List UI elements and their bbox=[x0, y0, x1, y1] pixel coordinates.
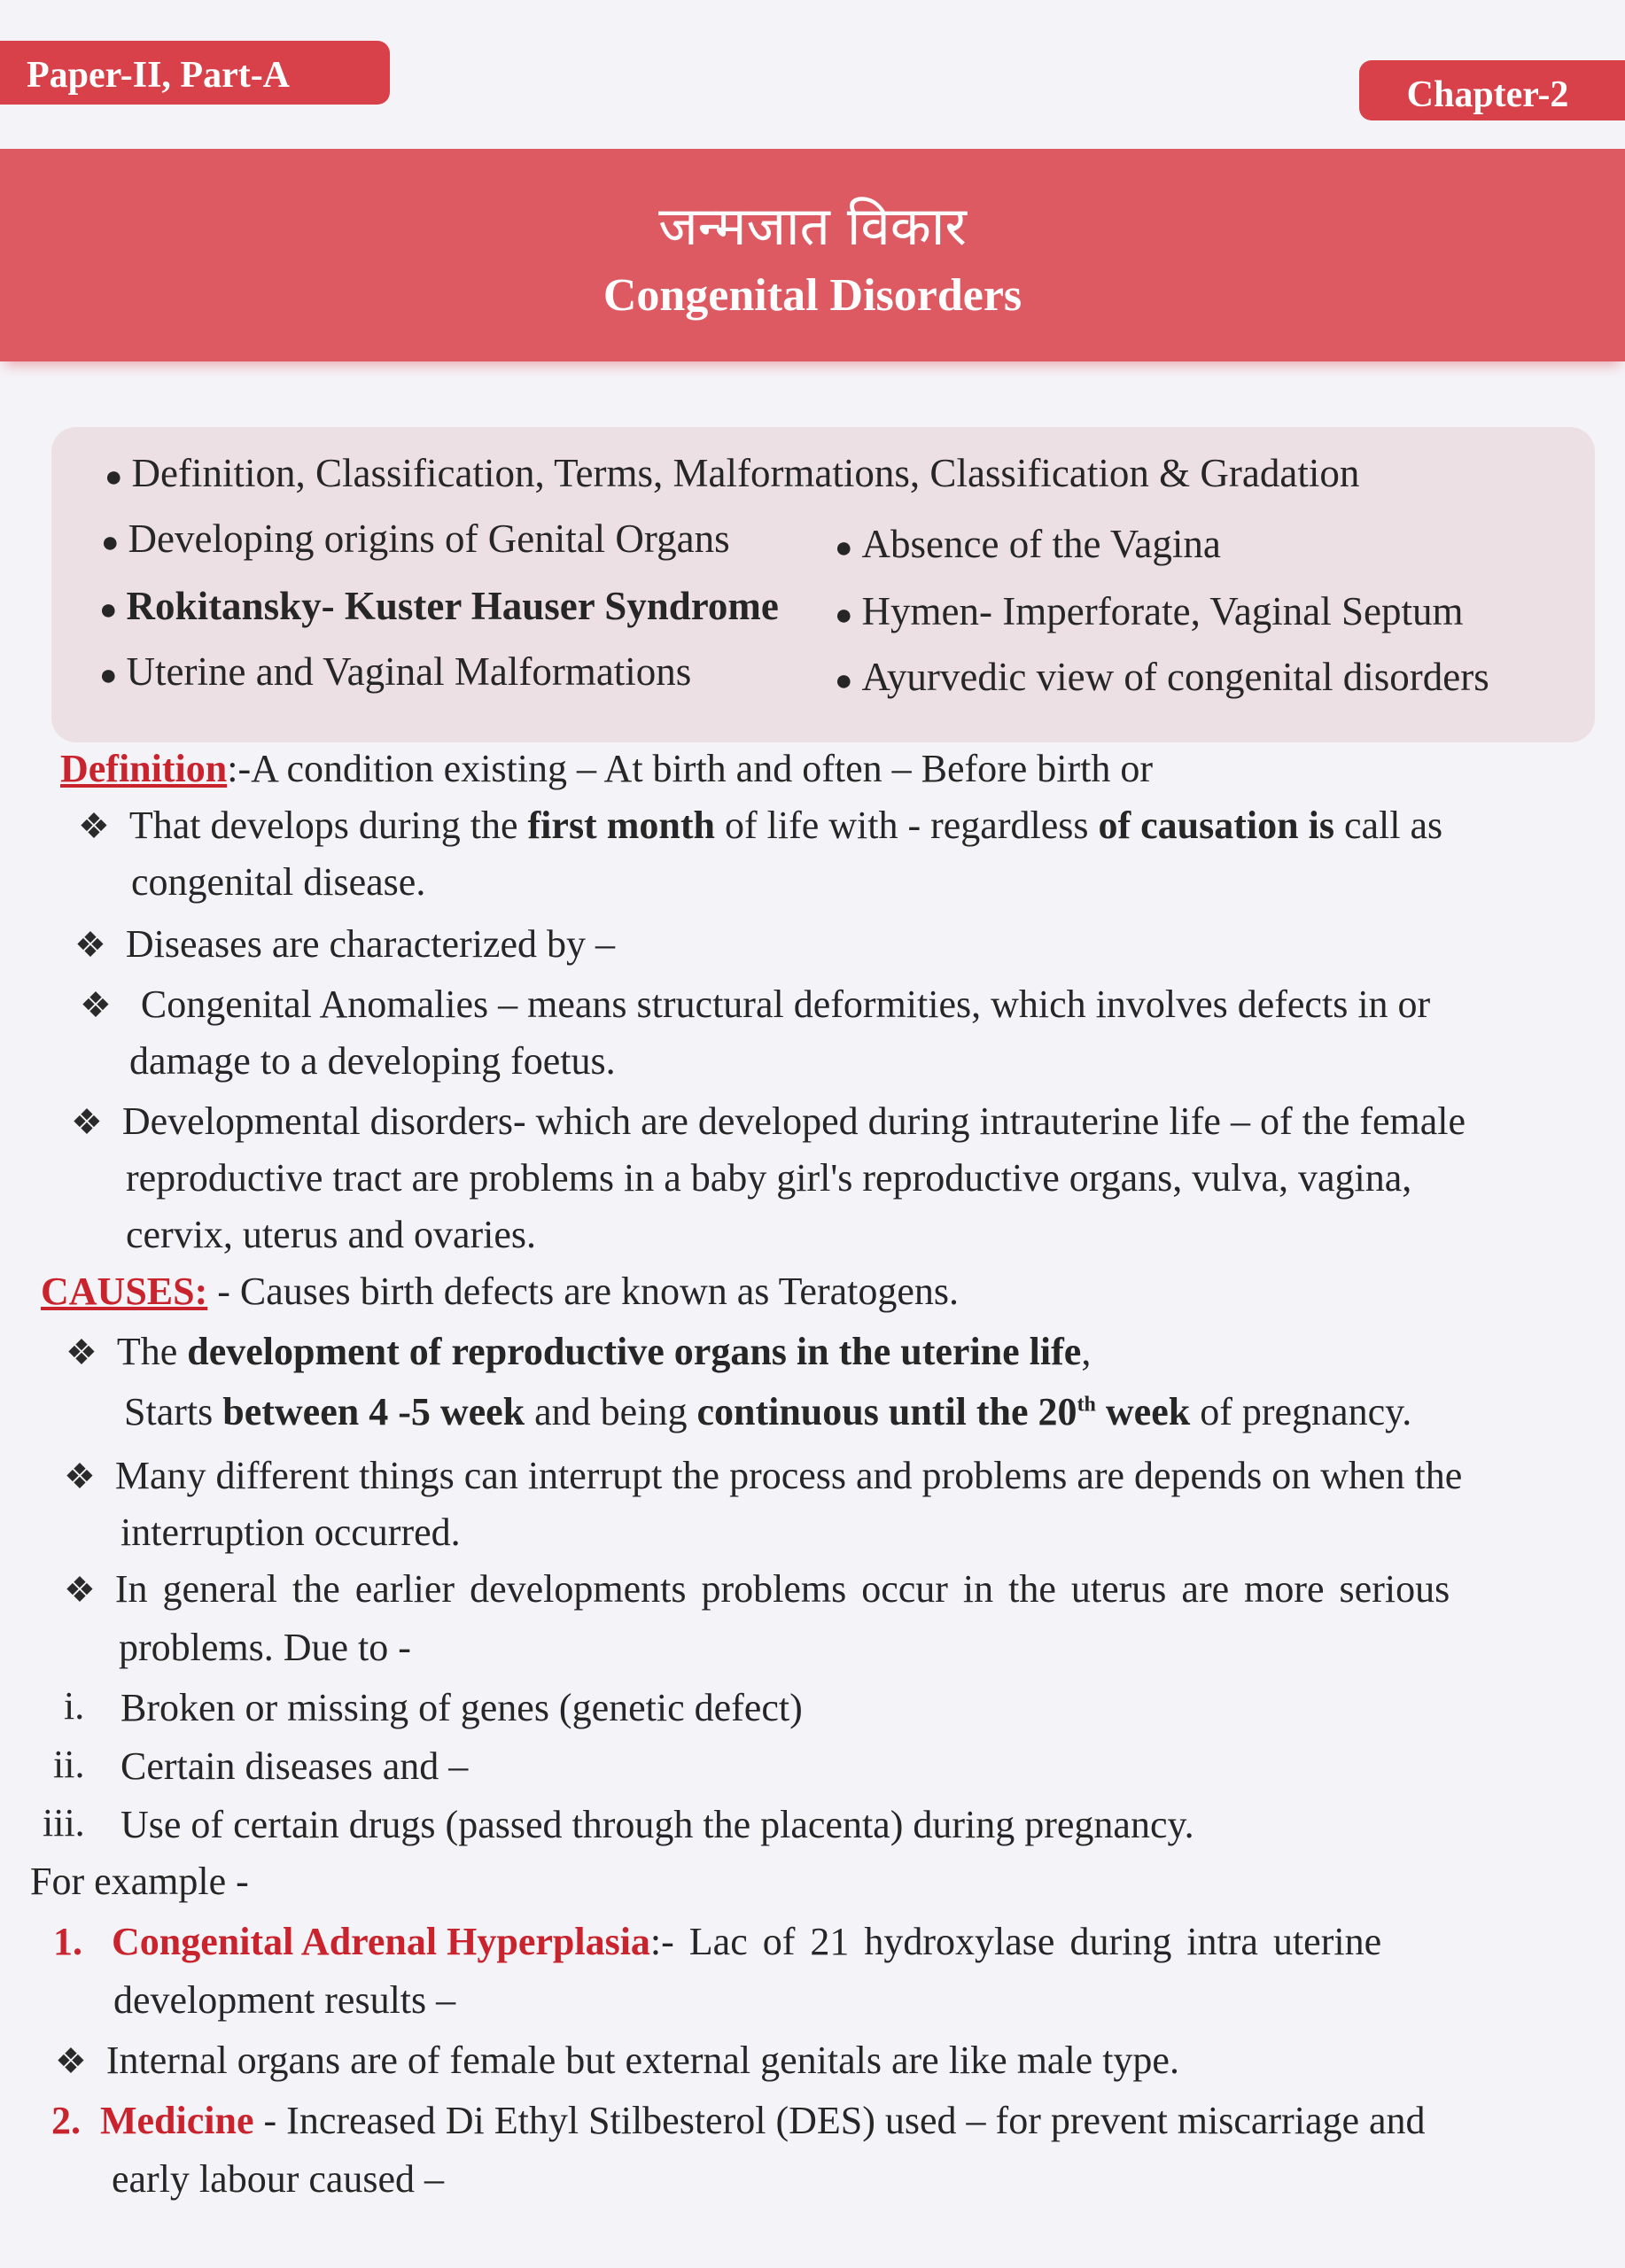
bullet-icon: ● bbox=[835, 532, 853, 564]
topic-text: Rokitansky- Kuster Hauser Syndrome bbox=[126, 584, 779, 628]
title-hindi: जन्मजात विकार bbox=[658, 196, 967, 258]
diamond-icon: ❖ bbox=[74, 925, 106, 965]
definition-line bbox=[60, 746, 1153, 792]
list-item: iii. bbox=[43, 1801, 85, 1845]
causes-label: CAUSES: bbox=[41, 1270, 208, 1313]
diamond-icon: ❖ bbox=[71, 1102, 103, 1142]
topic-row-2-right bbox=[835, 524, 1221, 564]
title-english: Congenital Disorders bbox=[603, 270, 1022, 321]
topic-row-3-right bbox=[835, 589, 1464, 633]
diamond-icon: ❖ bbox=[55, 2041, 87, 2081]
diamond-icon: ❖ bbox=[64, 1570, 96, 1610]
cause-point-3-line2: problems. Due to - bbox=[119, 1626, 411, 1669]
topics-box bbox=[51, 427, 1595, 742]
def-point-1-line2: congenital disease. bbox=[131, 860, 426, 904]
list-item: ii. bbox=[53, 1743, 85, 1786]
def-point-3: ❖ Congenital Anomalies – means structural deformities, which involves defects in or bbox=[80, 983, 1431, 1026]
cause-point-2-line2: interruption occurred. bbox=[121, 1511, 461, 1554]
def-point-2: ❖ Diseases are characterized by – bbox=[74, 922, 615, 966]
topic-row-4-left bbox=[99, 649, 692, 694]
topic-row-2-left bbox=[101, 519, 730, 559]
diamond-icon: ❖ bbox=[80, 985, 112, 1025]
bullet-icon: ● bbox=[835, 664, 853, 697]
example-2-title: Medicine bbox=[100, 2099, 254, 2142]
bullet-icon: ● bbox=[99, 659, 118, 692]
bullet-icon: ● bbox=[99, 594, 118, 626]
example-1-point: ❖ Internal organs are of female but external genitals are like male type. bbox=[55, 2039, 1179, 2082]
topic-text: Ayurvedic view of congenital disorders bbox=[861, 655, 1489, 699]
example-1-line2: development results – bbox=[113, 1978, 456, 2022]
list-item: i. bbox=[64, 1684, 85, 1728]
example-2: 2. Medicine - Increased Di Ethyl Stilbesterol (DES) used – for prevent miscarriage and bbox=[51, 2099, 1426, 2142]
def-point-3-line2: damage to a developing foetus. bbox=[129, 1039, 616, 1083]
paper-tag: Paper-II, Part-A bbox=[0, 41, 390, 105]
cause-point-1: ❖ The development of reproductive organs in the uterine life, bbox=[66, 1330, 1092, 1373]
def-point-4-line2: reproductive tract are problems in a baby girl's reproductive organs, vulva, vagina, bbox=[126, 1156, 1412, 1200]
def-point-4-line3: cervix, uterus and ovaries. bbox=[126, 1213, 537, 1256]
def-point-1: ❖ That develops during the first month of life with - regardless of causation is call as bbox=[78, 804, 1443, 847]
causes-line: CAUSES: - Causes birth defects are known as Teratogens. bbox=[41, 1270, 960, 1313]
list-item-text: Use of certain drugs (passed through the placenta) during pregnancy. bbox=[121, 1803, 1194, 1846]
title-banner bbox=[0, 149, 1625, 361]
topic-text: Uterine and Vaginal Malformations bbox=[126, 649, 692, 694]
topic-text: Hymen- Imperforate, Vaginal Septum bbox=[861, 589, 1464, 633]
definition-text: :-A condition existing – At birth and often – Before birth or bbox=[227, 747, 1154, 790]
example-1-title: Congenital Adrenal Hyperplasia bbox=[112, 1920, 650, 1963]
topic-text: Developing origins of Genital Organs bbox=[128, 517, 730, 561]
diamond-icon: ❖ bbox=[64, 1456, 96, 1496]
list-item-text: Broken or missing of genes (genetic defect) bbox=[121, 1686, 803, 1729]
example-2-line2: early labour caused – bbox=[112, 2157, 445, 2201]
topic-text: Definition, Classification, Terms, Malformations, Classification & Gradation bbox=[131, 451, 1360, 495]
for-example-label: For example - bbox=[30, 1860, 249, 1903]
cause-point-1-line2: Starts between 4 -5 week and being continuous until the 20th week of pregnancy. bbox=[124, 1390, 1412, 1433]
diamond-icon: ❖ bbox=[66, 1332, 97, 1372]
list-item-text: Certain diseases and – bbox=[121, 1744, 469, 1788]
def-point-4: ❖ Developmental disorders- which are developed during intrauterine life – of the female bbox=[71, 1099, 1466, 1143]
definition-label: Definition bbox=[60, 747, 228, 790]
bullet-icon: ● bbox=[835, 599, 853, 632]
bullet-icon: ● bbox=[105, 461, 123, 493]
topic-row-1 bbox=[105, 451, 1360, 495]
topic-text: Absence of the Vagina bbox=[861, 522, 1221, 566]
topic-row-4-right bbox=[835, 657, 1489, 697]
cause-point-3: ❖ In general the earlier developments problems occur in the uterus are more serious bbox=[64, 1567, 1450, 1611]
chapter-tag: Chapter-2 bbox=[1359, 60, 1625, 120]
example-1: 1. Congenital Adrenal Hyperplasia:- Lac of 21 hydroxylase during intra uterine bbox=[53, 1920, 1382, 1963]
bullet-icon: ● bbox=[101, 526, 120, 559]
topic-row-3-left bbox=[99, 586, 779, 626]
diamond-icon: ❖ bbox=[78, 806, 110, 846]
cause-point-2: ❖ Many different things can interrupt the process and problems are depends on when the bbox=[64, 1454, 1463, 1497]
